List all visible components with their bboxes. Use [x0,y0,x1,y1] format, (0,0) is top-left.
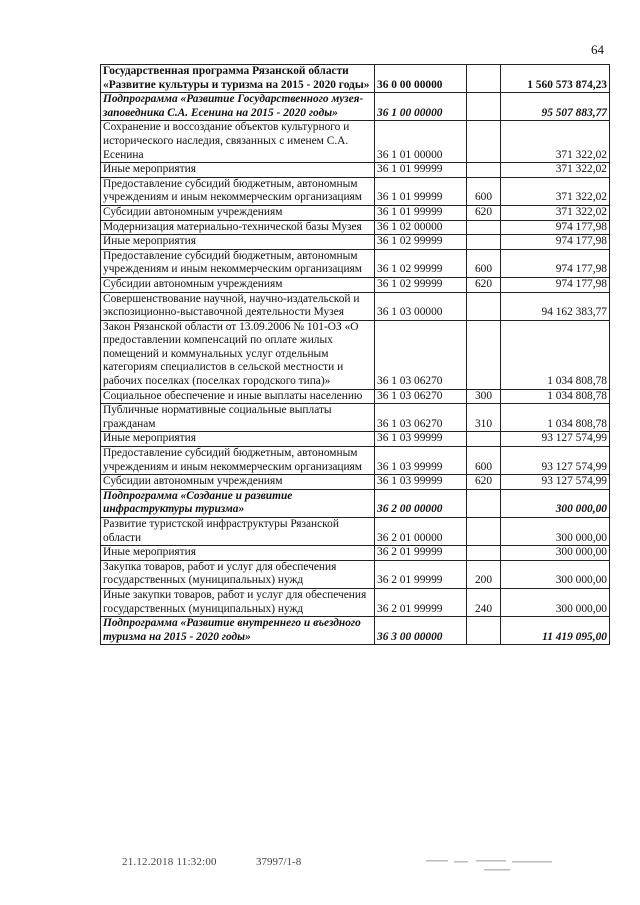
row-name: Модернизация материально-технической базы Музея [101,220,375,235]
row-target-code: 36 1 01 00000 [375,121,467,163]
row-name: Субсидии автономным учреждениям [101,205,375,220]
row-expense-type: 240 [467,588,501,616]
row-target-code: 36 1 03 99999 [375,447,467,475]
row-amount: 300 000,00 [501,588,610,616]
budget-table [100,64,610,645]
row-target-code: 36 1 02 99999 [375,277,467,292]
table-row [101,432,610,447]
row-expense-type: 600 [467,249,501,277]
row-name: Совершенствование научной, научно-издательской и экспозиционно-выставочной деятельности Музея [101,292,375,320]
row-target-code: 36 1 03 99999 [375,432,467,447]
row-expense-type [467,163,501,178]
row-amount: 1 034 808,78 [501,320,610,389]
row-amount: 974 177,98 [501,235,610,250]
row-target-code: 36 1 03 00000 [375,292,467,320]
row-amount: 974 177,98 [501,277,610,292]
row-amount: 1 560 573 874,23 [501,65,610,93]
row-target-code: 36 2 00 00000 [375,489,467,517]
row-name: Подпрограмма «Развитие внутреннего и въездного туризма на 2015 - 2020 годы» [101,617,375,645]
page-number: 64 [591,42,604,57]
row-target-code: 36 1 01 99999 [375,205,467,220]
row-target-code: 36 1 01 99999 [375,177,467,205]
footer-document-id: 37997/1-8 [256,856,302,868]
row-target-code: 36 1 01 99999 [375,163,467,178]
row-amount: 371 322,02 [501,163,610,178]
row-amount: 974 177,98 [501,249,610,277]
row-target-code: 36 0 00 00000 [375,65,467,93]
row-expense-type [467,546,501,561]
row-amount: 1 034 808,78 [501,404,610,432]
row-expense-type: 200 [467,560,501,588]
row-name: Закон Рязанской области от 13.09.2006 № 101-ОЗ «О предоставлении компенсаций по оплате жилых помещений и коммунальных услуг отдельным категориям специалистов в сельской местности и рабочих поселках (поселках городского типа)» [101,320,375,389]
table-row [101,389,610,404]
row-name: Иные закупки товаров, работ и услуг для обеспечения государственных (муниципальных) нужд [101,588,375,616]
row-amount: 371 322,02 [501,177,610,205]
row-expense-type [467,320,501,389]
row-amount: 300 000,00 [501,560,610,588]
row-name: Закупка товаров, работ и услуг для обеспечения государственных (муниципальных) нужд [101,560,375,588]
row-target-code: 36 1 02 00000 [375,220,467,235]
scan-left-edge [0,0,10,905]
row-expense-type [467,65,501,93]
row-expense-type: 300 [467,389,501,404]
row-target-code: 36 2 01 00000 [375,518,467,546]
row-expense-type [467,432,501,447]
row-target-code: 36 1 03 99999 [375,475,467,490]
table-row [101,277,610,292]
row-amount: 95 507 883,77 [501,93,610,121]
row-target-code: 36 2 01 99999 [375,560,467,588]
row-name: Иные мероприятия [101,235,375,250]
table-row [101,93,610,121]
row-expense-type [467,93,501,121]
table-row [101,249,610,277]
table-row [101,163,610,178]
row-target-code: 36 1 02 99999 [375,249,467,277]
table-row [101,404,610,432]
row-name: Предоставление субсидий бюджетным, автономным учреждениям и иным некоммерческим организациям [101,249,375,277]
row-name: Предоставление субсидий бюджетным, автономным учреждениям и иным некоммерческим организациям [101,447,375,475]
row-name: Иные мероприятия [101,163,375,178]
row-expense-type [467,489,501,517]
table-row [101,121,610,163]
table-row [101,447,610,475]
row-expense-type: 620 [467,205,501,220]
footer-timestamp: 21.12.2018 11:32:00 [122,856,217,868]
row-expense-type: 620 [467,475,501,490]
table-row [101,292,610,320]
table-row [101,617,610,645]
table-row [101,588,610,616]
row-amount: 11 419 095,00 [501,617,610,645]
row-expense-type [467,220,501,235]
row-amount: 93 127 574,99 [501,432,610,447]
row-amount: 300 000,00 [501,518,610,546]
row-amount: 371 322,02 [501,121,610,163]
row-expense-type: 600 [467,447,501,475]
row-amount: 93 127 574,99 [501,475,610,490]
row-expense-type: 310 [467,404,501,432]
row-name: Публичные нормативные социальные выплаты гражданам [101,404,375,432]
row-name: Социальное обеспечение и иные выплаты населению [101,389,375,404]
row-expense-type [467,617,501,645]
row-name: Сохранение и воссоздание объектов культурного и исторического наследия, связанных с именем С.А. Есенина [101,121,375,163]
row-expense-type [467,518,501,546]
table-row [101,546,610,561]
row-target-code: 36 1 00 00000 [375,93,467,121]
row-amount: 300 000,00 [501,546,610,561]
row-target-code: 36 2 01 99999 [375,588,467,616]
row-target-code: 36 1 02 99999 [375,235,467,250]
row-target-code: 36 1 03 06270 [375,320,467,389]
row-name: Предоставление субсидий бюджетным, автономным учреждениям и иным некоммерческим организациям [101,177,375,205]
row-expense-type: 620 [467,277,501,292]
row-name: Субсидии автономным учреждениям [101,475,375,490]
row-target-code: 36 3 00 00000 [375,617,467,645]
row-amount: 1 034 808,78 [501,389,610,404]
row-name: Развитие туристской инфраструктуры Рязанской области [101,518,375,546]
row-amount: 94 162 383,77 [501,292,610,320]
table-row [101,560,610,588]
table-row [101,475,610,490]
row-amount: 371 322,02 [501,205,610,220]
budget-table-body [101,65,610,645]
row-name: Иные мероприятия [101,546,375,561]
scan-noise-mark [424,856,564,874]
row-target-code: 36 1 03 06270 [375,389,467,404]
table-row [101,65,610,93]
table-row [101,205,610,220]
row-amount: 974 177,98 [501,220,610,235]
row-name: Государственная программа Рязанской области «Развитие культуры и туризма на 2015 - 2020 годы» [101,65,375,93]
table-row [101,489,610,517]
row-expense-type: 600 [467,177,501,205]
row-amount: 93 127 574,99 [501,447,610,475]
row-name: Подпрограмма «Создание и развитие инфраструктуры туризма» [101,489,375,517]
table-row [101,518,610,546]
row-target-code: 36 2 01 99999 [375,546,467,561]
table-row [101,220,610,235]
row-name: Субсидии автономным учреждениям [101,277,375,292]
table-row [101,235,610,250]
table-row [101,320,610,389]
row-expense-type [467,235,501,250]
row-target-code: 36 1 03 06270 [375,404,467,432]
row-name: Подпрограмма «Развитие Государственного музея-заповедника С.А. Есенина на 2015 - 2020 годы» [101,93,375,121]
row-name: Иные мероприятия [101,432,375,447]
row-amount: 300 000,00 [501,489,610,517]
row-expense-type [467,121,501,163]
row-expense-type [467,292,501,320]
table-row [101,177,610,205]
